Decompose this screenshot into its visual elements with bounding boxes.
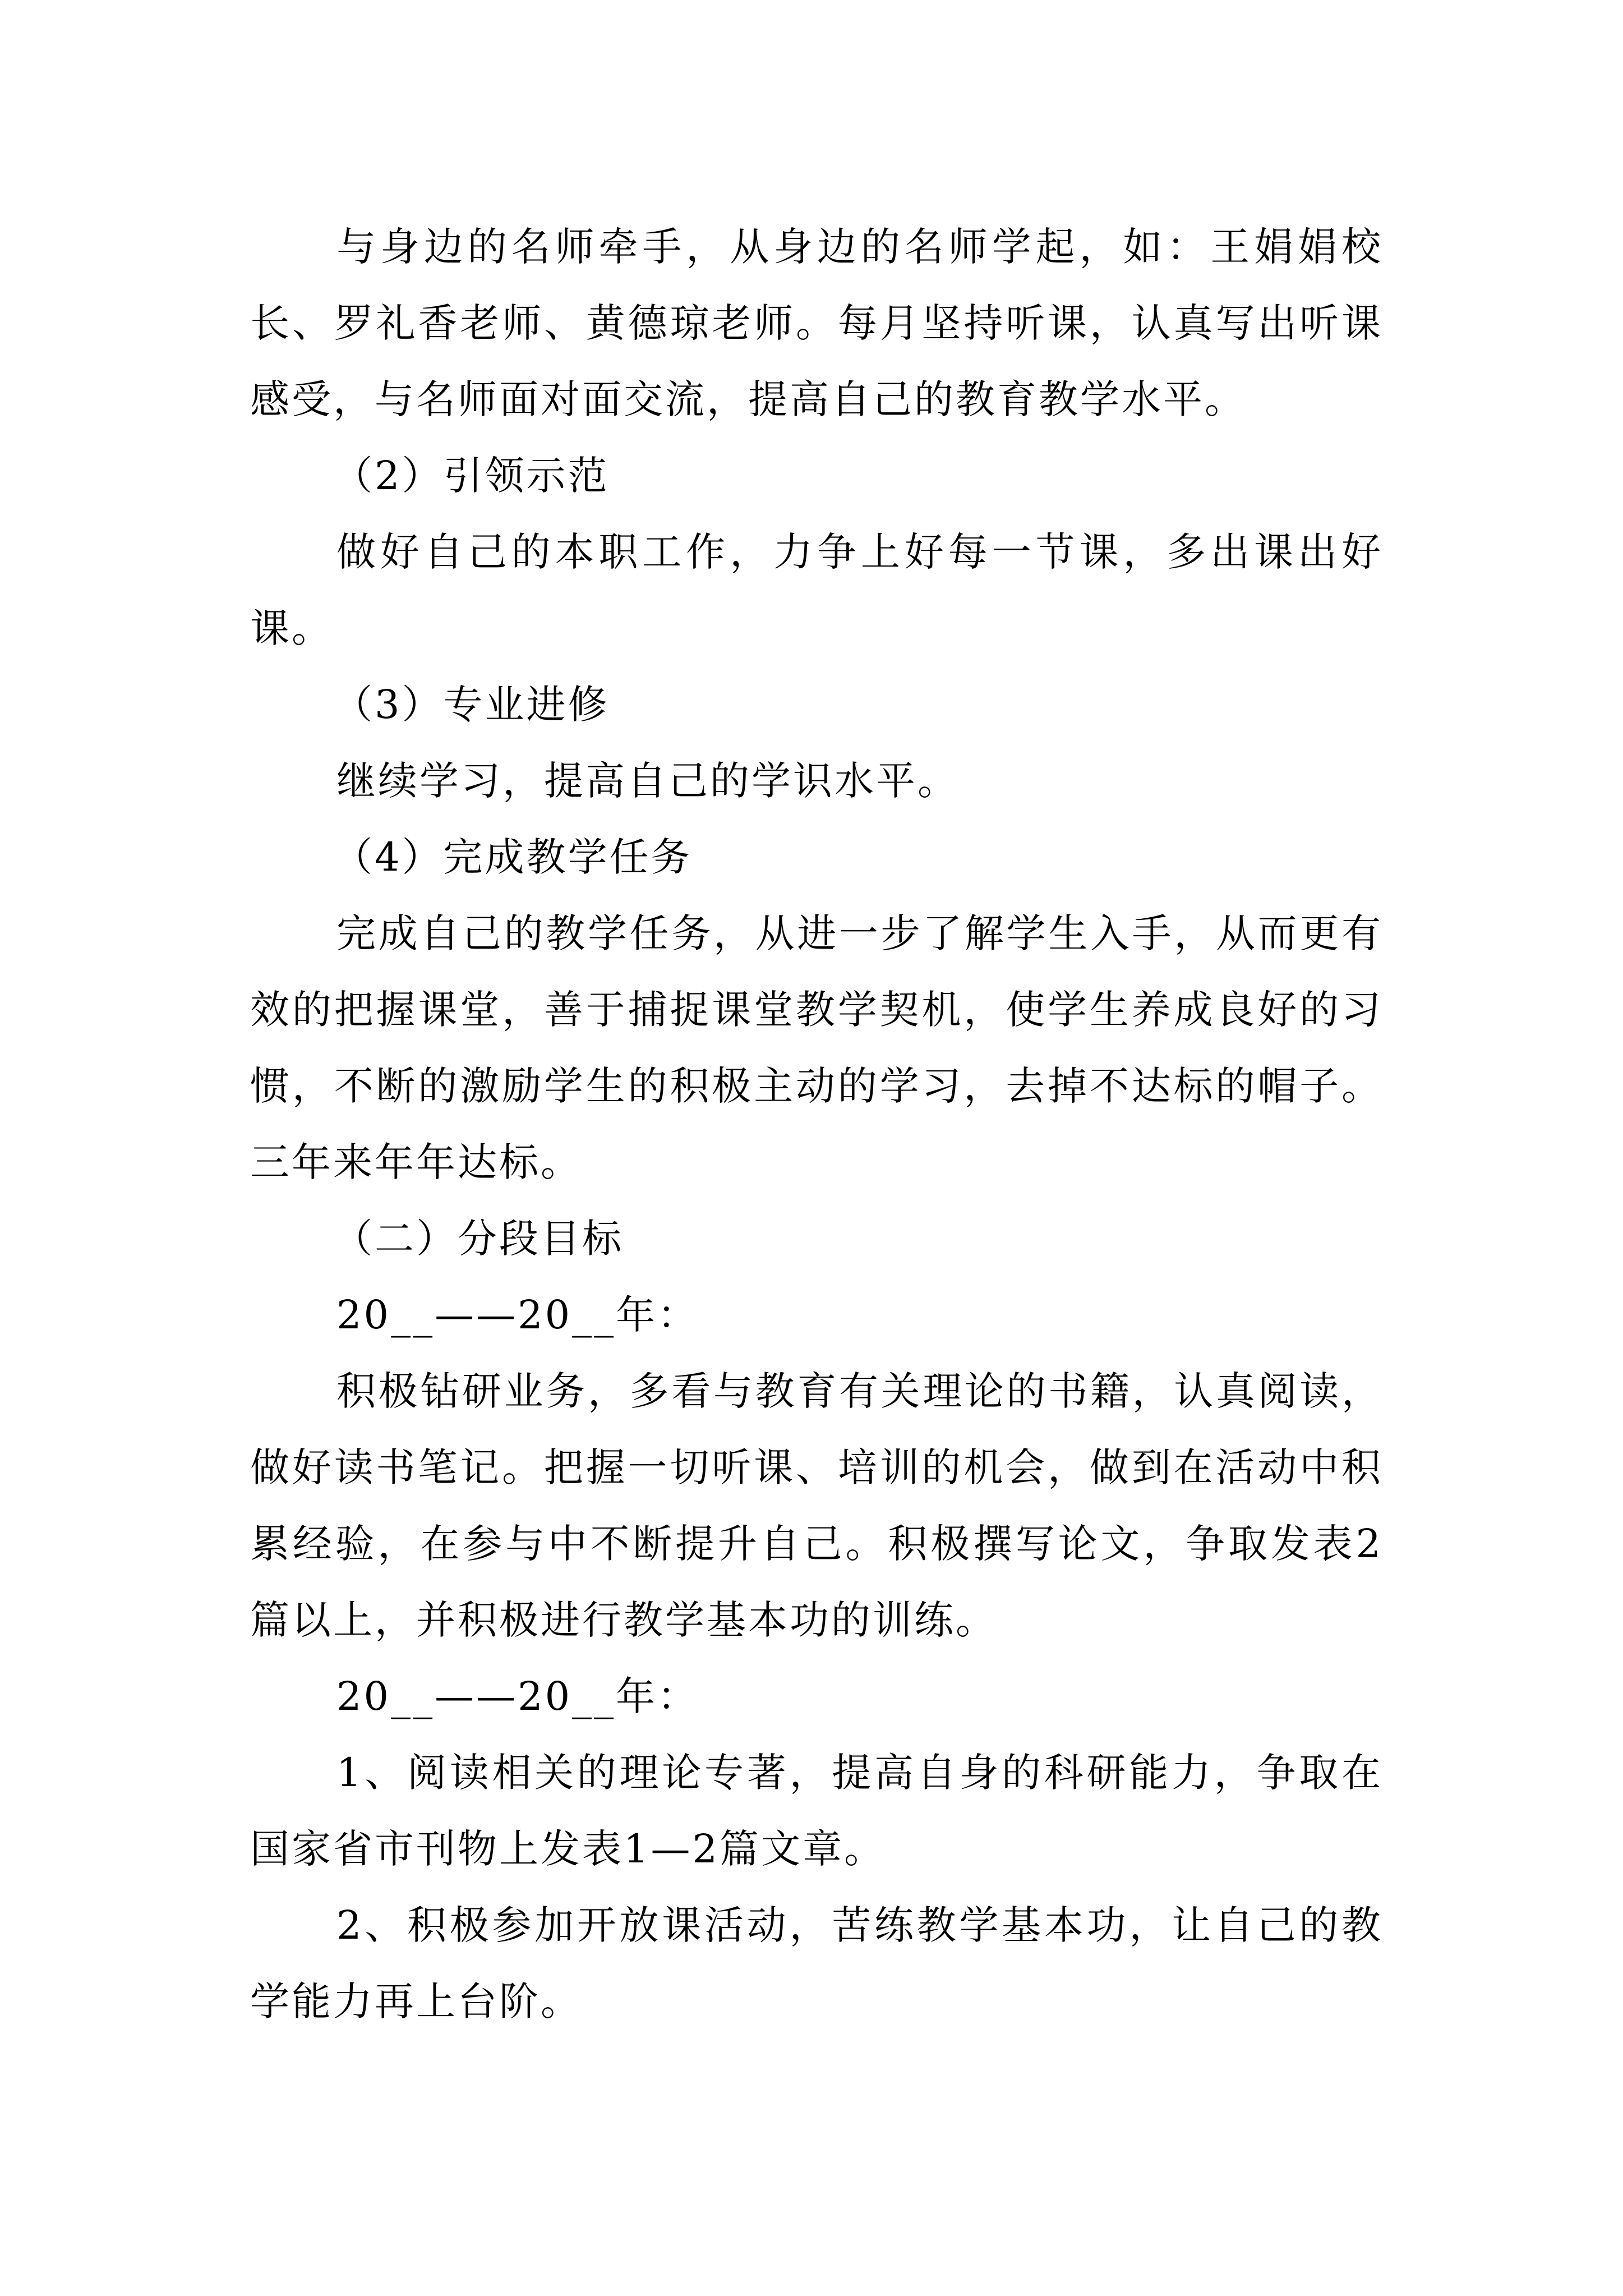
paragraph-mentor-learning: 与身边的名师牵手，从身边的名师学起，如：王娟娟校长、罗礼香老师、黄德琼老师。每月坚持听课，认真写出听课感受，与名师面对面交流，提高自己的教育教学水平。	[250, 224, 1383, 422]
heading-phase-goals: （二）分段目标	[333, 1216, 624, 1262]
paragraph-phase-two-item-1: 1、阅读相关的理论专著，提高自身的科研能力，争取在国家省市刊物上发表1—2篇文章。	[250, 1750, 1383, 1872]
document-body	[250, 209, 1383, 2040]
heading-professional-study: （3）专业进修	[333, 682, 610, 728]
phase-one-years: 20__——20__年：	[336, 1292, 699, 1338]
paragraph-phase-two-item-2: 2、积极参加开放课活动，苦练教学基本功，让自己的教学能力再上台阶。	[250, 1902, 1383, 2024]
heading-teaching-tasks: （4）完成教学任务	[333, 834, 693, 880]
phase-two-years: 20__——20__年：	[336, 1673, 699, 1719]
heading-leading-example: （2）引领示范	[333, 453, 610, 499]
paragraph-teaching-tasks: 完成自己的教学任务，从进一步了解学生入手，从而更有效的把握课堂，善于捕捉课堂教学契机，使学生养成良好的习惯，不断的激励学生的积极主动的学习，去掉不达标的帽子。三年来年年达标。	[250, 910, 1383, 1185]
paragraph-phase-one: 积极钻研业务，多看与教育有关理论的书籍，认真阅读，做好读书笔记。把握一切听课、培训的机会，做到在活动中积累经验，在参与中不断提升自己。积极撰写论文，争取发表2篇以上，并积极进行教学基本功的训练。	[250, 1368, 1383, 1643]
paragraph-continue-learning: 继续学习，提高自己的学识水平。	[336, 758, 959, 804]
paragraph-duties: 做好自己的本职工作，力争上好每一节课，多出课出好课。	[250, 529, 1383, 651]
